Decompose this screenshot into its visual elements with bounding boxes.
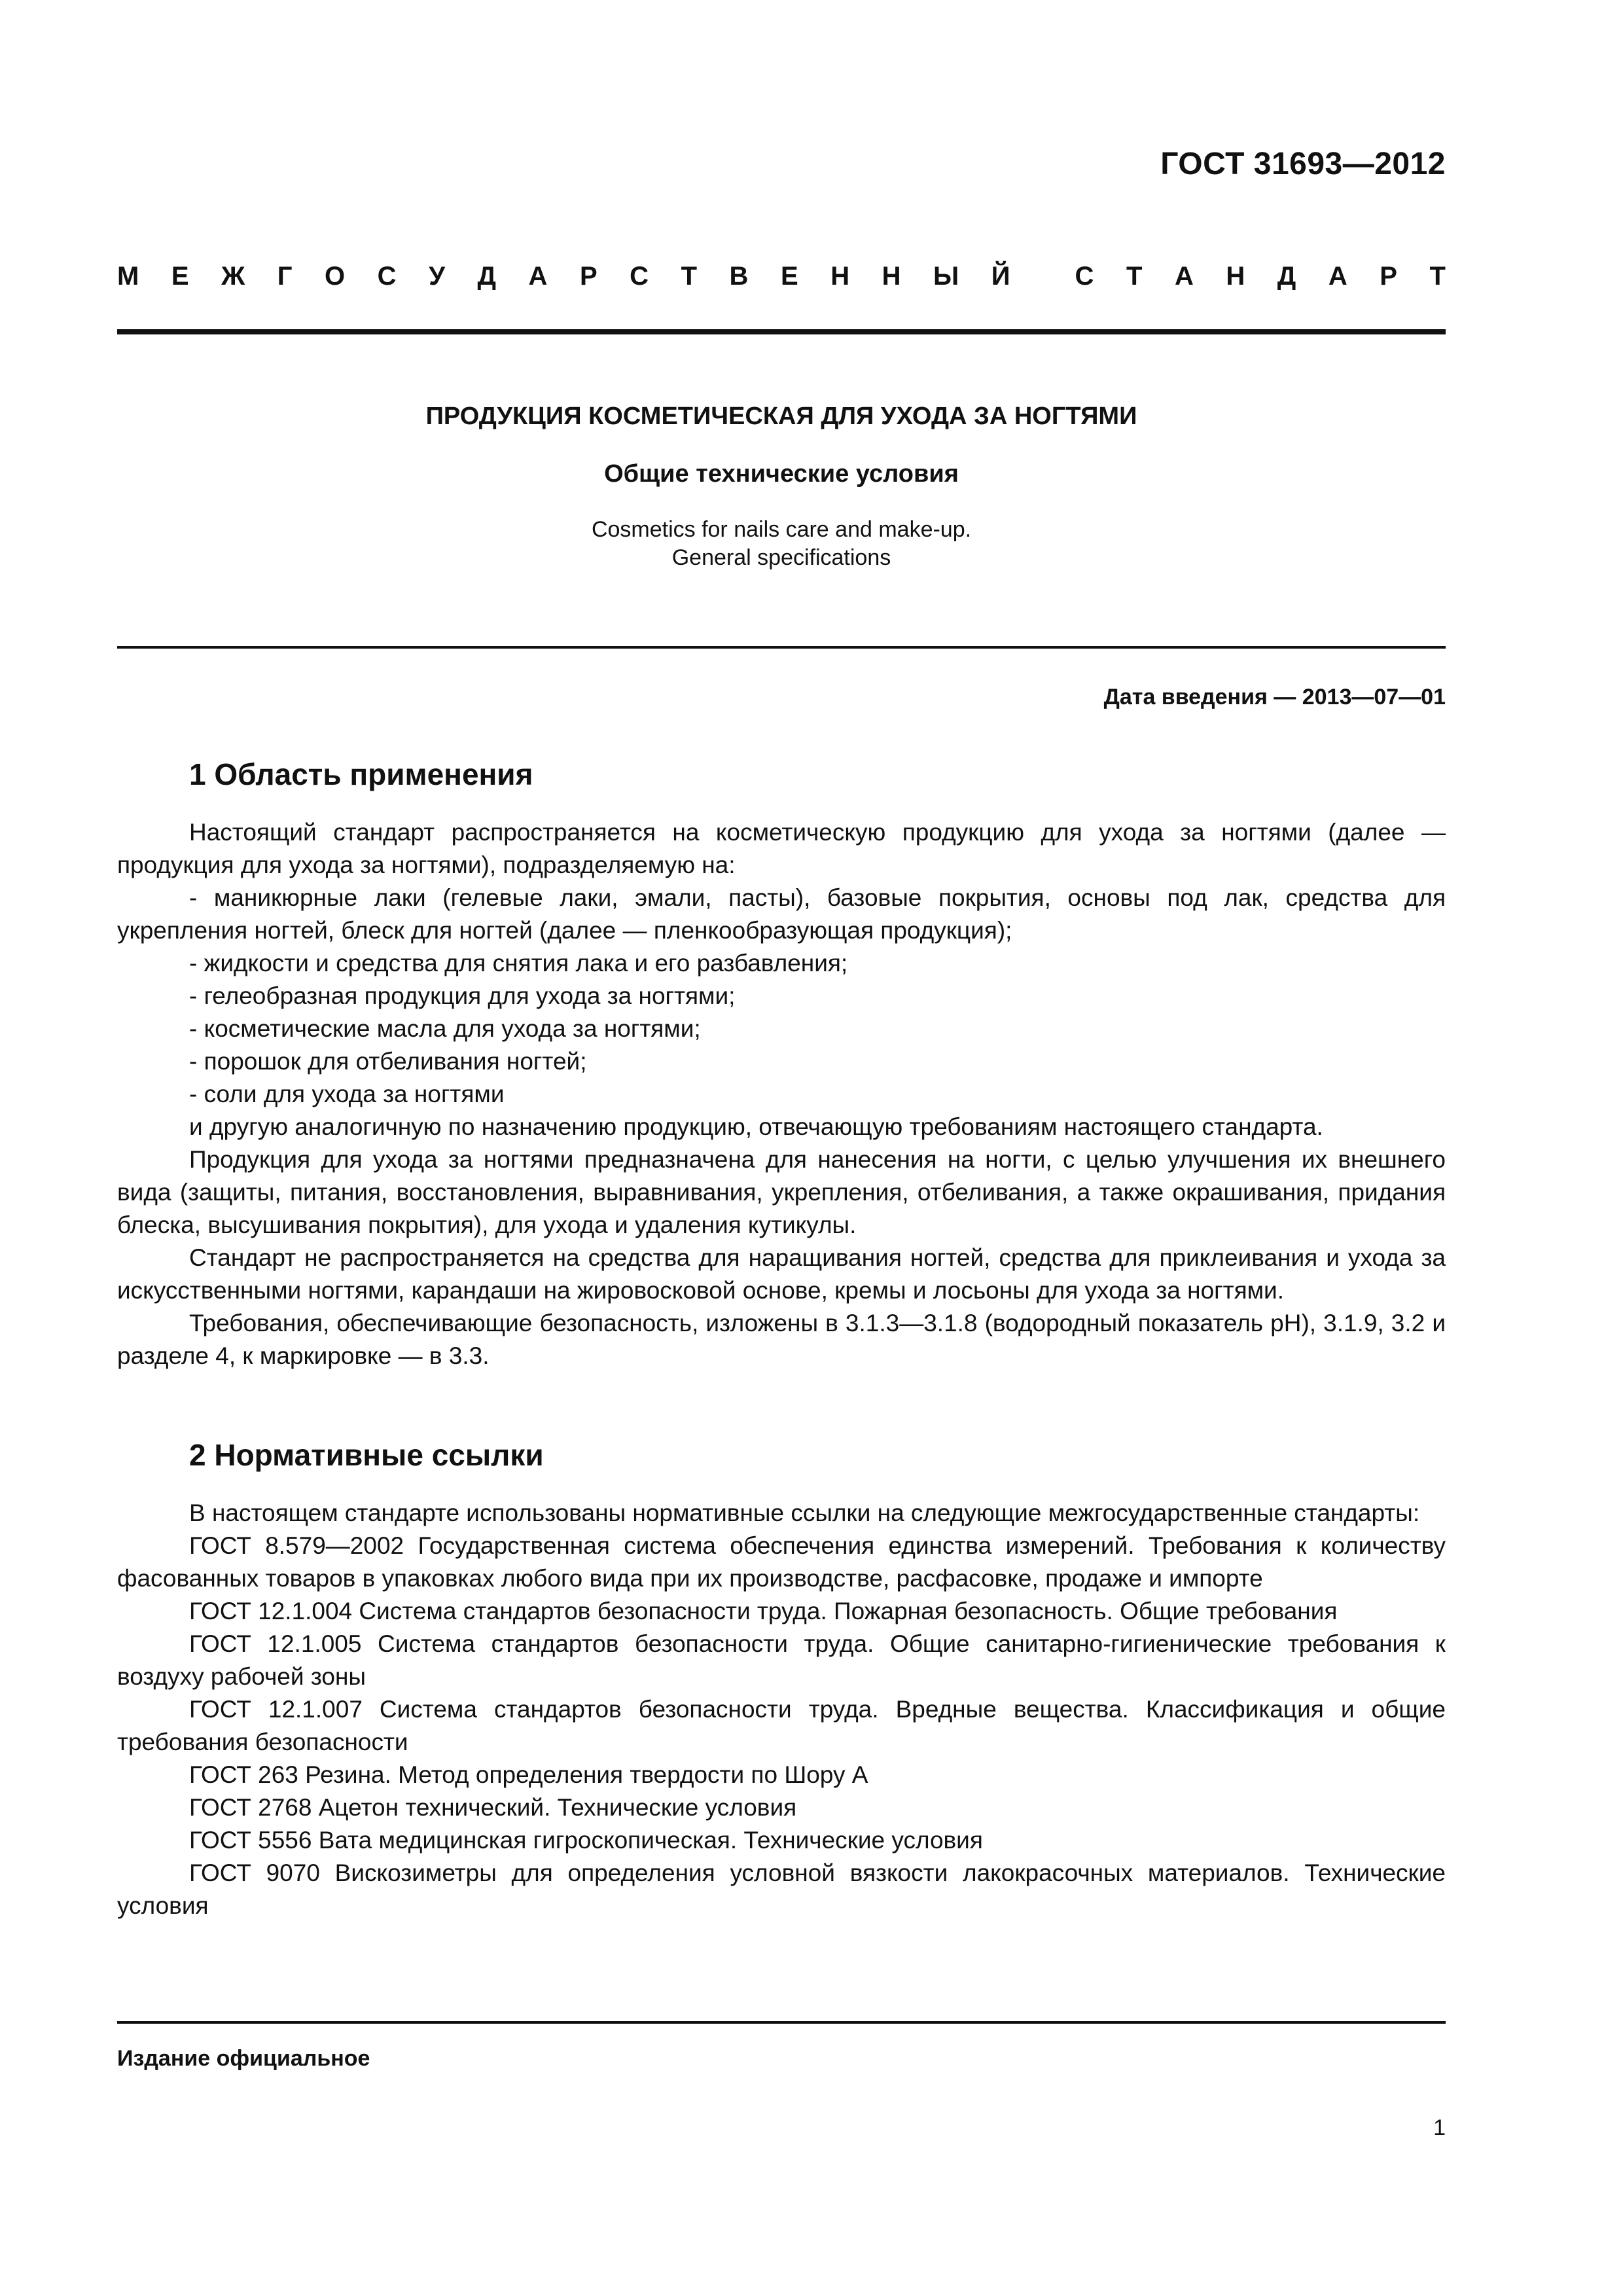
paragraph: - соли для ухода за ногтями bbox=[189, 1081, 505, 1107]
reference-item: ГОСТ 9070 Вискозиметры для определения условной вязкости лакокрасочных материалов. Технические условия bbox=[117, 1859, 1446, 1919]
reference-item: ГОСТ 12.1.007 Система стандартов безопасности труда. Вредные вещества. Классификация и общие требования безопасности bbox=[117, 1696, 1446, 1755]
document-subtitle: Общие технические условия bbox=[604, 460, 959, 488]
letter: А bbox=[528, 262, 548, 291]
reference-item: ГОСТ 8.579—2002 Государственная система обеспечения единства измерений. Требования к количеству фасованных товаров в упаковках любого вида при их производстве, расфасовке, продаже и импорте bbox=[117, 1532, 1446, 1592]
letter: Р bbox=[1380, 262, 1397, 291]
reference-item: ГОСТ 263 Резина. Метод определения твердости по Шору А bbox=[189, 1761, 868, 1788]
english-title-line: Cosmetics for nails care and make-up. bbox=[591, 517, 972, 542]
letter: Г bbox=[277, 262, 293, 291]
letter: Ы bbox=[933, 262, 959, 291]
section-title-scope: 1 Область применения bbox=[189, 757, 533, 791]
letter: Н bbox=[882, 262, 901, 291]
section-body-scope bbox=[117, 816, 1446, 1372]
letter: М bbox=[117, 262, 139, 291]
paragraph: - гелеобразная продукция для ухода за ногтями; bbox=[189, 982, 736, 1009]
english-title bbox=[117, 516, 1446, 572]
paragraph: - маникюрные лаки (гелевые лаки, эмали, пасты), базовые покрытия, основы под лак, средства для укрепления ногтей, блеск для ногтей (далее — пленкообразующая продукция); bbox=[117, 884, 1446, 944]
paragraph: Стандарт не распространяется на средства для наращивания ногтей, средства для приклеивания и ухода за искусственными ногтями, карандаши на жировосковой основе, кремы и лосьоны для ухода за ногтями. bbox=[117, 1244, 1446, 1304]
letter: Р bbox=[579, 262, 597, 291]
reference-item: ГОСТ 12.1.005 Система стандартов безопасности труда. Общие санитарно-гигиенические требования к воздуху рабочей зоны bbox=[117, 1630, 1446, 1690]
document-title: ПРОДУКЦИЯ КОСМЕТИЧЕСКАЯ ДЛЯ УХОДА ЗА НОГТЯМИ bbox=[425, 403, 1137, 430]
letter: Д bbox=[477, 262, 496, 291]
reference-item: ГОСТ 5556 Вата медицинская гигроскопическая. Технические условия bbox=[189, 1827, 983, 1854]
letter: Ж bbox=[221, 262, 245, 291]
paragraph: и другую аналогичную по назначению продукцию, отвечающую требованиям настоящего стандарта. bbox=[189, 1113, 1323, 1140]
title-divider bbox=[117, 646, 1446, 649]
official-edition-note: Издание официальное bbox=[117, 2046, 370, 2071]
standard-type-heading bbox=[117, 262, 1446, 291]
letter: Н bbox=[1226, 262, 1245, 291]
letter: В bbox=[729, 262, 749, 291]
paragraph: В настоящем стандарте использованы нормативные ссылки на следующие межгосударственные стандарты: bbox=[189, 1499, 1420, 1526]
letter: А bbox=[1328, 262, 1347, 291]
reference-item: ГОСТ 2768 Ацетон технический. Технические условия bbox=[189, 1794, 797, 1821]
paragraph: - порошок для отбеливания ногтей; bbox=[189, 1048, 587, 1075]
letter: Т bbox=[681, 262, 698, 291]
letter: Е bbox=[171, 262, 189, 291]
document-id: ГОСТ 31693—2012 bbox=[1160, 147, 1446, 181]
paragraph: Требования, обеспечивающие безопасность, изложены в 3.1.3—3.1.8 (водородный показатель pH), 3.1.9, 3.2 и разделе 4, к маркировке — в 3.3. bbox=[117, 1310, 1446, 1369]
letter: У bbox=[429, 262, 445, 291]
header-divider bbox=[117, 329, 1446, 334]
footer-divider bbox=[117, 2021, 1446, 2024]
letter: Т bbox=[1429, 262, 1446, 291]
paragraph: - жидкости и средства для снятия лака и его разбавления; bbox=[189, 950, 848, 977]
letter: С bbox=[1075, 262, 1094, 291]
section-body-references bbox=[117, 1497, 1446, 1922]
letter: А bbox=[1174, 262, 1194, 291]
letter: Е bbox=[780, 262, 798, 291]
reference-item: ГОСТ 12.1.004 Система стандартов безопасности труда. Пожарная безопасность. Общие требования bbox=[189, 1598, 1338, 1624]
english-title-line: General specifications bbox=[671, 545, 891, 570]
letter: С bbox=[630, 262, 649, 291]
letter: Т bbox=[1126, 262, 1143, 291]
paragraph: Продукция для ухода за ногтями предназначена для нанесения на ногти, с целью улучшения их внешнего вида (защиты, питания, восстановления, выравнивания, укрепления, отбеливания, а также окрашивания, придания блеска, высушивания покрытия), для ухода и удаления кутикулы. bbox=[117, 1146, 1446, 1238]
letter: Н bbox=[830, 262, 850, 291]
section-title-references: 2 Нормативные ссылки bbox=[189, 1438, 544, 1472]
letter: Д bbox=[1277, 262, 1296, 291]
page-number: 1 bbox=[1433, 2115, 1446, 2140]
letter: О bbox=[324, 262, 346, 291]
introduction-date: Дата введения — 2013—07—01 bbox=[1103, 685, 1446, 709]
paragraph: Настоящий стандарт распространяется на косметическую продукцию для ухода за ногтями (далее — продукция для ухода за ногтями), подразделяемую на: bbox=[117, 819, 1446, 878]
letter: Й bbox=[991, 262, 1010, 291]
paragraph: - косметические масла для ухода за ногтями; bbox=[189, 1015, 701, 1042]
letter: С bbox=[377, 262, 397, 291]
